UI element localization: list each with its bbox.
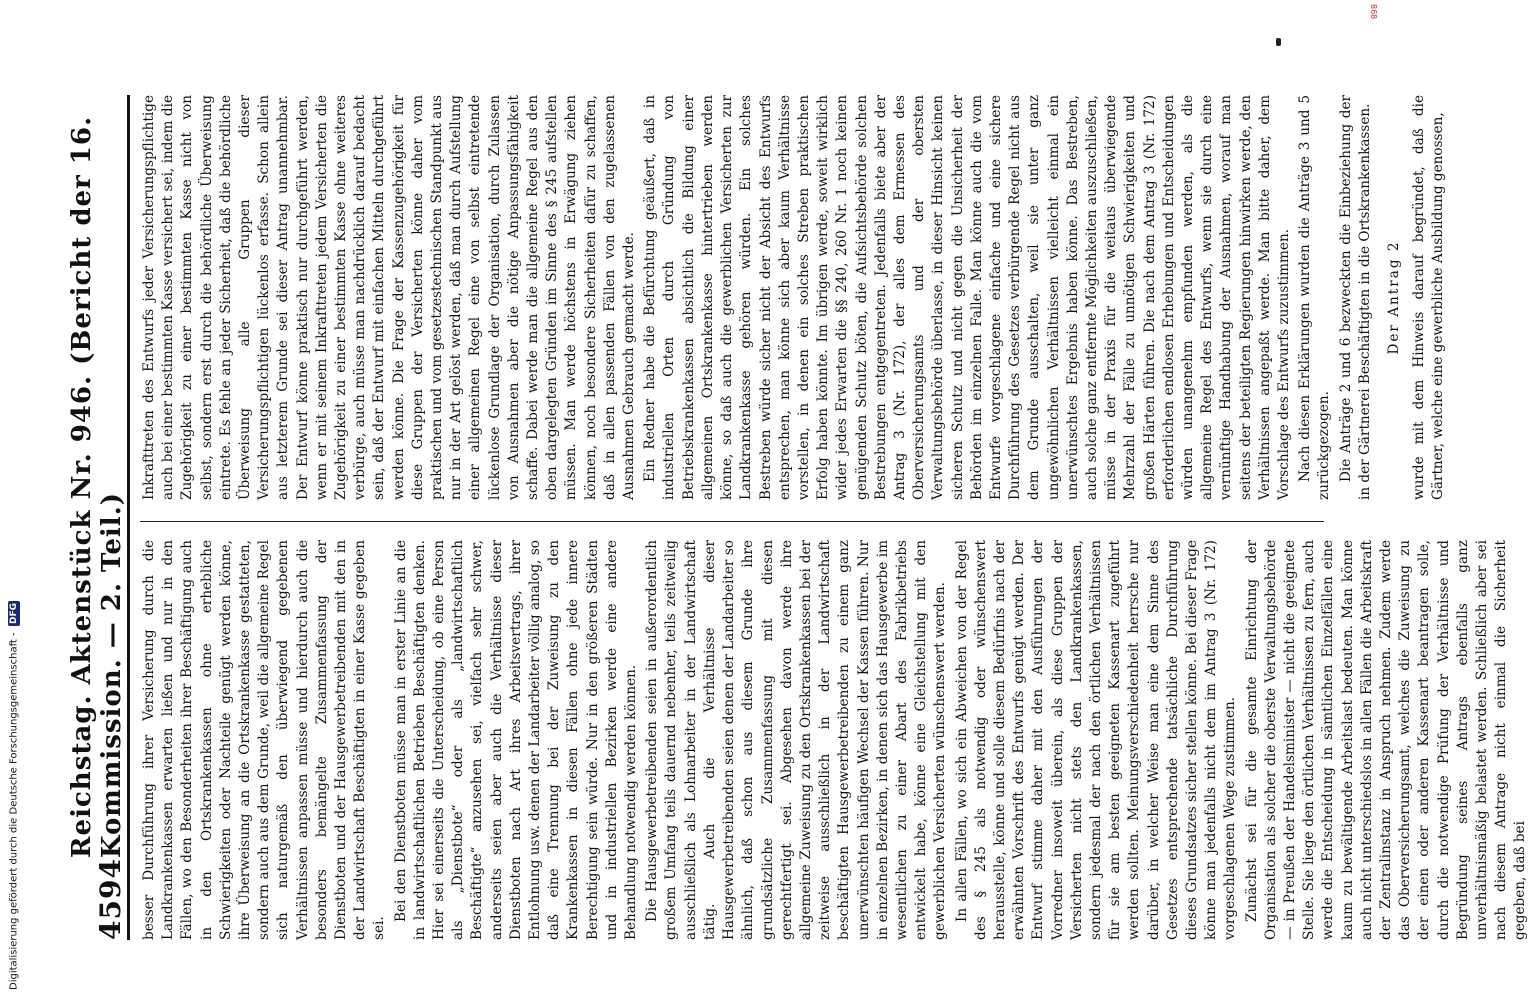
paragraph: Zunächst sei für die gesamte Einrichtung der Organisation als solcher die oberste Verwaltungsbehörde — in Preußen der Handelsminister — nicht die geeignete Stelle. Sie liege den örtlichen Verhältnissen zu fern, auch werde die Entscheidung in sämtlichen Einzelfällen eine kaum zu bewältigende Arbeitslast bedeuten. Man könne auch nicht unterschiedslos in allen Fällen die Arbeitskraft der Zentralinstanz in Anspruch nehmen. Zudem werde das Oberversicherungsamt, welches die Zuweisung zu der einen oder anderen Kassenart beantragen solle, durch die notwendige Prüfung der Verhältnisse und Begründung seines Antrags ebenfalls ganz unverhältnismäßig belastet werden. Schließlich aber sei nach diesem Antrage nicht einmal die Sicherheit gegeben, daß bei [1243,540,1529,940]
page-number: 4594 [94,858,127,940]
right-column [140,95,1447,500]
paragraph: wurde mit dem Hinweis darauf begründet, daß die Gärtner, welche eine gewerbliche Ausbildung genossen, [1411,95,1447,500]
left-column [140,540,1529,940]
antrag-heading: Der Antrag 2 [1386,240,1402,355]
dfg-logo: DFG [9,603,19,625]
paragraph: In allen Fällen, wo sich ein Abweichen von der Regel des § 245 als notwendig oder wünschenswert herausstelle, könne und solle diesem Bedürfnis nach der erwähnten Vorschrift des Entwurfs genügt werden. Der Entwurf stimme daher mit den Ausführungen der Vorredner insoweit überein, als diese Gruppen der Versicherten nicht stets den Landkrankenkassen, sondern jedesmal der nach den örtlichen Verhältnissen für sie am besten geeigneten Kassenart zugeführt werden sollten. Meinungsverschiedenheit herrsche nur darüber, in welcher Weise man eine dem Sinne des Gesetzes entsprechende tatsächliche Durchführung dieses Grundsatzes sicher stellen könne. Bei dieser Frage könne man jedenfalls nicht dem im Antrag 3 (Nr. 172) vorgeschlagenen Wege zustimmen. [953,540,1239,940]
column-divider [140,521,1324,522]
corner-mark: 868 [1369,4,1378,20]
paragraph: besser Durchführung ihrer Versicherung durch die Landkrankenkassen erwarten ließen und nur in den Fällen, wo den Besonderheiten ihrer Beschäftigung auch in den Ortskrankenkassen ohne erhebliche Schwierigkeiten oder Nachteile genügt werden könne, ihre Überweisung an die Ortskrankenkasse gestatteten, sondern auch aus dem Grunde, weil die allgemeine Regel sich naturgemäß den überwiegend gegebenen Verhältnissen anpassen müsse und hierdurch auch die besonders bemängelte Zusammenfassung der Dienstboten und der Hausgewerbetreibenden mit den in der Landwirtschaft Beschäftigten in einer Kasse gegeben sei. [141,540,388,940]
paragraph: Inkrafttreten des Entwurfs jeder Versicherungspflichtige auch bei einer bestimmten Kasse versichert sei, indem die Zugehörigkeit zu einer bestimmten Kasse nicht von selbst, sondern erst durch die behördliche Überweisung eintrete. Es fehle an jeder Sicherheit, daß die behördliche Überweisung alle Gruppen dieser Versicherungspflichtigen lückenlos erfasse. Schon allein aus letzterem Grunde sei dieser Antrag unannehmbar. Der Entwurf könne praktisch nur durchgeführt werden, wenn er mit seinem Inkrafttreten jedem Versicherten die Zugehörigkeit zu einer bestimmten Kasse ohne weiteres verbürge, auch müsse man nachdrücklich darauf bedacht sein, daß der Entwurf mit einfachen Mitteln durchgeführt werden könne. Die Frage der Kassenzugehörigkeit für diese Gruppen der Versicherten könne daher vom praktischen und vom gesetzestechnischen Standpunkt aus nur in der Art gelöst werden, daß man durch Aufstellung einer allgemeinen Regel eine von selbst eintretende lückenlose Grundlage der Organisation, durch Zulassen von Ausnahmen aber die nötige Anpassungsfähigkeit schaffe. Dabei werde man die allgemeine Regel aus den oben dargelegten Gründen im Sinne des § 245 aufstellen müssen. Man werde höchstens in Erwägung ziehen können, noch besondere Sicherheiten dafür zu schaffen, daß in allen passenden Fällen von den zugelassenen Ausnahmen Gebrauch gemacht werde. [141,95,638,500]
credit-text: Digitalisierung gefördert durch die Deutsche Forschungsgemeinschaft - [8,632,20,990]
header-title: Reichstag. Aktenstück Nr. 946. (Bericht der 16. Kommission. — 2. Teil.) [67,115,127,859]
paragraph: Ein Redner habe die Befürchtung geäußert, daß in industriellen Orten durch Gründung von Betriebskrankenkassen absichtlich die Bildung einer allgemeinen Ortskrankenkasse hintertrieben werden könne, so daß auch die gewerblichen Versicherten zur Landkrankenkasse gehören würden. Ein solches Bestreben würde sicher nicht der Absicht des Entwurfs entsprechen, man könne sich aber kaum Verhältnisse vorstellen, in denen ein solches Streben praktischen Erfolg haben könnte. Im übrigen werde, soweit wirklich wider jedes Erwarten die §§ 240, 260 Nr. 1 noch keinen genügenden Schutz böten, die Aufsichtsbehörde solchen Bestrebungen entgegentreten. Jedenfalls biete aber der Antrag 3 (Nr. 172), der alles dem Ermessen des Oberversicherungsamts und der obersten Verwaltungsbehörde überlasse, in dieser Hinsicht keinen sicheren Schutz und nicht gegen die Unsicherheit der Behörden im einzelnen Falle. Man könne auch die vom Entwurfe vorgeschlagene einfache und eine sichere Durchführung des Gesetzes verbürgende Regel nicht aus dem Grunde ausschalten, weil sie unter ganz ungewöhnlichen Verhältnissen vielleicht einmal ein unerwünschtes Ergebnis haben könne. Das Bestreben, auch solche ganz entfernte Möglichkeiten auszuschließen, müsse in der Praxis für die weitaus überwiegende Mehrzahl der Fälle zu unnötigen Schwierigkeiten und großen Härten führen. Die nach dem Antrag 3 (Nr. 172) erforderlichen endlosen Erhebungen und Entscheidungen würden unangenehm empfunden werden, als die allgemeine Regel des Entwurfs, wenn sie durch eine vernünftige Handhabung der Ausnahmen, worauf man seitens der beteiligten Regierungen hinwirken werde, den Verhältnissen angepaßt werde. Man bitte daher, dem Vorschlage des Entwurfs zuzustimmen. [642,95,1292,500]
page-header [67,95,130,940]
paragraph: Die Anträge 2 und 6 bezweckten die Einbeziehung der in der Gärtnerei Beschäftigten in die Ortskrankenkassen. [1337,95,1373,500]
paragraph: Die Hausgewerbetreibenden seien in außerordentlich großem Umfang teils dauernd nebenher, teils zeitweilig ausschließlich als Lohnarbeiter in der Landwirtschaft tätig. Auch die Verhältnisse dieser Hausgewerbetreibenden seien denen der Landarbeiter so ähnlich, daß schon aus diesem Grunde ihre grundsätzliche Zusammenfassung mit diesen gerechtfertigt sei. Abgesehen davon werde ihre allgemeine Zuweisung zu den Ortskrankenkassen bei der zeitweise ausschließlich in der Landwirtschaft beschäftigten Hausgewerbetreibenden zu einem ganz unerwünschten häufigen Wechsel der Kassen führen. Nur in einzelnen Bezirken, in denen sich das Hausgewerbe im wesentlichen zu einer Abart des Fabrikbetriebs entwickelt habe, könne eine Gleichstellung mit den gewerblichen Versicherten wünschenswert werden. [644,540,949,940]
paragraph: Nach diesen Erklärungen wurden die Anträge 3 und 5 zurückgezogen. [1297,95,1333,500]
paragraph: Bei den Dienstboten müsse man in erster Linie an die in landwirtschaftlichen Betrieben Beschäftigten denken. Hier sei einerseits die Unterscheidung, ob eine Person als „Dienstbote“ oder als „landwirtschaftlich Beschäftigte“ anzusehen sei, vielfach sehr schwer, anderseits seien aber auch die Verhältnisse dieser Dienstboten nach Art ihres Arbeitsvertrags, ihrer Entlohnung usw. denen der Landarbeiter völlig analog, so daß eine Trennung bei der Zuweisung zu den Krankenkassen in diesen Fällen ohne jede innere Berechtigung sein würde. Nur in den größeren Städten und in industriellen Bezirken werde eine andere Behandlung notwendig werden können. [392,540,640,940]
